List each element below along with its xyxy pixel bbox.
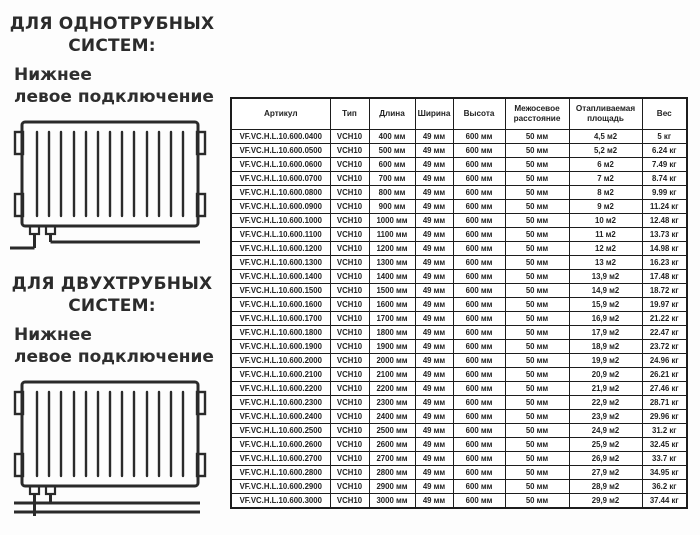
table-cell: VF.VC.H.L.10.600.1200 bbox=[231, 242, 330, 256]
table-cell: 50 мм bbox=[505, 480, 569, 494]
table-cell: VF.VC.H.L.10.600.2500 bbox=[231, 424, 330, 438]
table-cell: 23.72 кг bbox=[642, 340, 687, 354]
table-cell: 600 мм bbox=[453, 326, 505, 340]
table-cell: 49 мм bbox=[415, 480, 453, 494]
table-cell: 50 мм bbox=[505, 270, 569, 284]
table-cell: 21.22 кг bbox=[642, 312, 687, 326]
table-cell: VCH10 bbox=[330, 214, 369, 228]
table-cell: 600 мм bbox=[453, 312, 505, 326]
table-cell: 600 мм bbox=[453, 130, 505, 144]
section-heading-line2: СИСТЕМ: bbox=[68, 36, 156, 56]
table-cell: 50 мм bbox=[505, 298, 569, 312]
table-cell: VCH10 bbox=[330, 396, 369, 410]
table-cell: 31.2 кг bbox=[642, 424, 687, 438]
table-cell: 600 мм bbox=[453, 256, 505, 270]
table-cell: VF.VC.H.L.10.600.2600 bbox=[231, 438, 330, 452]
table-cell: 49 мм bbox=[415, 158, 453, 172]
radiator-fins bbox=[37, 132, 183, 216]
table-cell: 600 мм bbox=[453, 340, 505, 354]
table-cell: VF.VC.H.L.10.600.0400 bbox=[231, 130, 330, 144]
table-cell: 2900 мм bbox=[369, 480, 415, 494]
table-cell: VCH10 bbox=[330, 256, 369, 270]
table-cell: 49 мм bbox=[415, 466, 453, 480]
table-cell: 29.96 кг bbox=[642, 410, 687, 424]
table-cell: 50 мм bbox=[505, 354, 569, 368]
table-cell: 13.73 кг bbox=[642, 228, 687, 242]
table-row bbox=[231, 340, 687, 354]
radiator-tab-right-bottom bbox=[197, 454, 205, 476]
table-header-cell: Артикул bbox=[231, 98, 330, 130]
table-cell: 1800 мм bbox=[369, 326, 415, 340]
table-cell: 28,9 м2 bbox=[569, 480, 642, 494]
table-row bbox=[231, 284, 687, 298]
table-cell: 49 мм bbox=[415, 144, 453, 158]
table-cell: VCH10 bbox=[330, 452, 369, 466]
table-cell: VCH10 bbox=[330, 270, 369, 284]
table-cell: 50 мм bbox=[505, 438, 569, 452]
table-row bbox=[231, 158, 687, 172]
radiator-tab-right-bottom bbox=[197, 194, 205, 216]
table-cell: 1400 мм bbox=[369, 270, 415, 284]
table-cell: 12 м2 bbox=[569, 242, 642, 256]
table-cell: 600 мм bbox=[453, 172, 505, 186]
section-subheading-line2: левое подключение bbox=[14, 347, 214, 367]
table-cell: 50 мм bbox=[505, 256, 569, 270]
section-subheading-single-pipe bbox=[14, 64, 224, 108]
table-body bbox=[231, 130, 687, 509]
table-cell: VCH10 bbox=[330, 326, 369, 340]
table-cell: 600 мм bbox=[453, 284, 505, 298]
table-cell: 50 мм bbox=[505, 144, 569, 158]
table-cell: 50 мм bbox=[505, 130, 569, 144]
radiator-diagram-two-pipe bbox=[10, 376, 210, 528]
table-cell: VF.VC.H.L.10.600.2100 bbox=[231, 368, 330, 382]
table-cell: VCH10 bbox=[330, 312, 369, 326]
table-cell: 49 мм bbox=[415, 270, 453, 284]
table-cell: 50 мм bbox=[505, 284, 569, 298]
table-cell: 50 мм bbox=[505, 424, 569, 438]
table-cell: 50 мм bbox=[505, 214, 569, 228]
table-cell: 50 мм bbox=[505, 186, 569, 200]
radiator-tab-right-top bbox=[197, 392, 205, 414]
table-cell: 600 мм bbox=[453, 298, 505, 312]
table-cell: 10 м2 bbox=[569, 214, 642, 228]
table-cell: 600 мм bbox=[453, 158, 505, 172]
table-cell: 1000 мм bbox=[369, 214, 415, 228]
table-cell: 32.45 кг bbox=[642, 438, 687, 452]
table-cell: 49 мм bbox=[415, 172, 453, 186]
single-pipe-line bbox=[10, 234, 200, 248]
table-cell: 50 мм bbox=[505, 368, 569, 382]
table-cell: 50 мм bbox=[505, 326, 569, 340]
table-cell: VF.VC.H.L.10.600.3000 bbox=[231, 494, 330, 509]
table-cell: VCH10 bbox=[330, 368, 369, 382]
table-cell: 1700 мм bbox=[369, 312, 415, 326]
table-row bbox=[231, 326, 687, 340]
table-cell: VF.VC.H.L.10.600.1800 bbox=[231, 326, 330, 340]
table-cell: 49 мм bbox=[415, 284, 453, 298]
table-cell: 50 мм bbox=[505, 382, 569, 396]
table-cell: 2000 мм bbox=[369, 354, 415, 368]
table-cell: VF.VC.H.L.10.600.2700 bbox=[231, 452, 330, 466]
table-cell: 1500 мм bbox=[369, 284, 415, 298]
table-row bbox=[231, 382, 687, 396]
table-cell: 12.48 кг bbox=[642, 214, 687, 228]
table-cell: 50 мм bbox=[505, 312, 569, 326]
table-cell: 6 м2 bbox=[569, 158, 642, 172]
table-cell: 27,9 м2 bbox=[569, 466, 642, 480]
table-cell: VF.VC.H.L.10.600.1500 bbox=[231, 284, 330, 298]
table-cell: 9 м2 bbox=[569, 200, 642, 214]
table-cell: VCH10 bbox=[330, 480, 369, 494]
table-cell: VCH10 bbox=[330, 242, 369, 256]
table-cell: 28.71 кг bbox=[642, 396, 687, 410]
table-cell: VCH10 bbox=[330, 382, 369, 396]
table-cell: VCH10 bbox=[330, 130, 369, 144]
table-header-cell: Ширина bbox=[415, 98, 453, 130]
table-cell: VCH10 bbox=[330, 200, 369, 214]
table-cell: 11.24 кг bbox=[642, 200, 687, 214]
table-cell: 22,9 м2 bbox=[569, 396, 642, 410]
table-cell: 29,9 м2 bbox=[569, 494, 642, 509]
table-cell: 16.23 кг bbox=[642, 256, 687, 270]
table-cell: VF.VC.H.L.10.600.1900 bbox=[231, 340, 330, 354]
table-cell: 2800 мм bbox=[369, 466, 415, 480]
table-cell: 5,2 м2 bbox=[569, 144, 642, 158]
table-cell: 49 мм bbox=[415, 214, 453, 228]
spec-table bbox=[230, 97, 688, 509]
table-cell: 16,9 м2 bbox=[569, 312, 642, 326]
table-cell: 49 мм bbox=[415, 200, 453, 214]
table-row bbox=[231, 424, 687, 438]
table-cell: VCH10 bbox=[330, 438, 369, 452]
table-cell: 22.47 кг bbox=[642, 326, 687, 340]
table-header-cell: Тип bbox=[330, 98, 369, 130]
table-cell: 19,9 м2 bbox=[569, 354, 642, 368]
table-cell: VF.VC.H.L.10.600.1600 bbox=[231, 298, 330, 312]
table-cell: 8.74 кг bbox=[642, 172, 687, 186]
table-cell: 49 мм bbox=[415, 452, 453, 466]
section-heading-line1: ДЛЯ ОДНОТРУБНЫХ bbox=[9, 14, 215, 34]
table-cell: VF.VC.H.L.10.600.0800 bbox=[231, 186, 330, 200]
section-subheading-line1: Нижнее bbox=[14, 65, 92, 85]
table-cell: VCH10 bbox=[330, 172, 369, 186]
table-cell: 49 мм bbox=[415, 242, 453, 256]
table-cell: 2600 мм bbox=[369, 438, 415, 452]
table-cell: 27.46 кг bbox=[642, 382, 687, 396]
table-row bbox=[231, 228, 687, 242]
table-header-row bbox=[231, 98, 687, 130]
table-cell: VCH10 bbox=[330, 494, 369, 509]
table-cell: 1300 мм bbox=[369, 256, 415, 270]
table-cell: 13,9 м2 bbox=[569, 270, 642, 284]
table-cell: 34.95 кг bbox=[642, 466, 687, 480]
table-cell: 20,9 м2 bbox=[569, 368, 642, 382]
table-cell: 36.2 кг bbox=[642, 480, 687, 494]
table-cell: 50 мм bbox=[505, 452, 569, 466]
table-row bbox=[231, 438, 687, 452]
table-row bbox=[231, 494, 687, 509]
table-header-cell: Отапливаемая площадь bbox=[569, 98, 642, 130]
table-cell: 2400 мм bbox=[369, 410, 415, 424]
table-cell: 600 мм bbox=[453, 494, 505, 509]
section-heading-line2: СИСТЕМ: bbox=[68, 296, 156, 316]
table-row bbox=[231, 242, 687, 256]
table-cell: VCH10 bbox=[330, 410, 369, 424]
table-cell: 24,9 м2 bbox=[569, 424, 642, 438]
table-cell: 49 мм bbox=[415, 494, 453, 509]
table-cell: 37.44 кг bbox=[642, 494, 687, 509]
table-cell: VF.VC.H.L.10.600.0600 bbox=[231, 158, 330, 172]
table-cell: 600 мм bbox=[369, 158, 415, 172]
table-cell: 14.98 кг bbox=[642, 242, 687, 256]
table-cell: VF.VC.H.L.10.600.2000 bbox=[231, 354, 330, 368]
table-row bbox=[231, 186, 687, 200]
table-cell: 25,9 м2 bbox=[569, 438, 642, 452]
table-cell: 13 м2 bbox=[569, 256, 642, 270]
table-cell: 600 мм bbox=[453, 424, 505, 438]
spec-table-container bbox=[230, 97, 686, 509]
table-cell: 900 мм bbox=[369, 200, 415, 214]
table-cell: 23,9 м2 bbox=[569, 410, 642, 424]
table-cell: 2100 мм bbox=[369, 368, 415, 382]
table-cell: 17.48 кг bbox=[642, 270, 687, 284]
table-cell: VCH10 bbox=[330, 284, 369, 298]
table-row bbox=[231, 452, 687, 466]
table-cell: 50 мм bbox=[505, 172, 569, 186]
table-cell: 49 мм bbox=[415, 382, 453, 396]
table-cell: 5 кг bbox=[642, 130, 687, 144]
section-heading-two-pipe bbox=[6, 273, 218, 317]
table-cell: VF.VC.H.L.10.600.2400 bbox=[231, 410, 330, 424]
table-cell: 49 мм bbox=[415, 424, 453, 438]
table-row bbox=[231, 270, 687, 284]
table-cell: 33.7 кг bbox=[642, 452, 687, 466]
table-row bbox=[231, 130, 687, 144]
table-cell: 49 мм bbox=[415, 368, 453, 382]
table-cell: 600 мм bbox=[453, 382, 505, 396]
table-cell: 11 м2 bbox=[569, 228, 642, 242]
table-cell: VF.VC.H.L.10.600.2200 bbox=[231, 382, 330, 396]
table-cell: 50 мм bbox=[505, 410, 569, 424]
radiator-diagram-single-pipe bbox=[10, 116, 210, 256]
table-row bbox=[231, 172, 687, 186]
table-cell: 600 мм bbox=[453, 396, 505, 410]
table-cell: 49 мм bbox=[415, 410, 453, 424]
table-cell: 49 мм bbox=[415, 228, 453, 242]
table-header-cell: Межосевое расстояние bbox=[505, 98, 569, 130]
table-cell: 21,9 м2 bbox=[569, 382, 642, 396]
table-cell: 50 мм bbox=[505, 242, 569, 256]
table-cell: 49 мм bbox=[415, 396, 453, 410]
table-cell: VCH10 bbox=[330, 228, 369, 242]
table-cell: 1100 мм bbox=[369, 228, 415, 242]
table-row bbox=[231, 214, 687, 228]
table-row bbox=[231, 200, 687, 214]
table-cell: 26,9 м2 bbox=[569, 452, 642, 466]
table-cell: 50 мм bbox=[505, 228, 569, 242]
section-subheading-two-pipe bbox=[14, 324, 224, 368]
table-cell: 800 мм bbox=[369, 186, 415, 200]
table-cell: VF.VC.H.L.10.600.0500 bbox=[231, 144, 330, 158]
table-cell: 49 мм bbox=[415, 340, 453, 354]
table-cell: 50 мм bbox=[505, 396, 569, 410]
table-cell: VF.VC.H.L.10.600.1400 bbox=[231, 270, 330, 284]
table-row bbox=[231, 396, 687, 410]
table-cell: 49 мм bbox=[415, 438, 453, 452]
table-cell: 49 мм bbox=[415, 186, 453, 200]
table-cell: 700 мм bbox=[369, 172, 415, 186]
table-cell: 26.21 кг bbox=[642, 368, 687, 382]
table-cell: 600 мм bbox=[453, 200, 505, 214]
table-row bbox=[231, 144, 687, 158]
table-cell: 2300 мм bbox=[369, 396, 415, 410]
table-cell: 600 мм bbox=[453, 144, 505, 158]
table-cell: VF.VC.H.L.10.600.2900 bbox=[231, 480, 330, 494]
table-cell: 600 мм bbox=[453, 242, 505, 256]
table-cell: 1200 мм bbox=[369, 242, 415, 256]
table-cell: VCH10 bbox=[330, 340, 369, 354]
table-cell: 2700 мм bbox=[369, 452, 415, 466]
table-cell: 600 мм bbox=[453, 228, 505, 242]
table-cell: VCH10 bbox=[330, 298, 369, 312]
table-cell: VF.VC.H.L.10.600.0700 bbox=[231, 172, 330, 186]
two-pipe-lines bbox=[14, 494, 200, 516]
table-header-cell: Длина bbox=[369, 98, 415, 130]
table-cell: 600 мм bbox=[453, 186, 505, 200]
table-cell: 500 мм bbox=[369, 144, 415, 158]
table-row bbox=[231, 466, 687, 480]
table-cell: 600 мм bbox=[453, 438, 505, 452]
table-cell: 7.49 кг bbox=[642, 158, 687, 172]
table-cell: 14,9 м2 bbox=[569, 284, 642, 298]
table-cell: 600 мм bbox=[453, 354, 505, 368]
table-cell: 600 мм bbox=[453, 214, 505, 228]
table-cell: 24.96 кг bbox=[642, 354, 687, 368]
table-cell: VF.VC.H.L.10.600.1000 bbox=[231, 214, 330, 228]
radiator-tab-right-top bbox=[197, 132, 205, 154]
table-row bbox=[231, 480, 687, 494]
table-cell: VCH10 bbox=[330, 424, 369, 438]
table-cell: 50 мм bbox=[505, 494, 569, 509]
table-cell: VCH10 bbox=[330, 186, 369, 200]
table-row bbox=[231, 256, 687, 270]
section-heading-single-pipe bbox=[6, 13, 218, 57]
table-cell: VCH10 bbox=[330, 144, 369, 158]
table-cell: 49 мм bbox=[415, 354, 453, 368]
radiator-fins bbox=[37, 392, 183, 476]
table-cell: 600 мм bbox=[453, 368, 505, 382]
table-header-cell: Вес bbox=[642, 98, 687, 130]
table-cell: 600 мм bbox=[453, 452, 505, 466]
table-cell: 49 мм bbox=[415, 256, 453, 270]
table-cell: VCH10 bbox=[330, 158, 369, 172]
table-cell: 18,9 м2 bbox=[569, 340, 642, 354]
table-header-cell: Высота bbox=[453, 98, 505, 130]
table-cell: 50 мм bbox=[505, 158, 569, 172]
table-cell: 15,9 м2 bbox=[569, 298, 642, 312]
table-cell: 3000 мм bbox=[369, 494, 415, 509]
section-heading-line1: ДЛЯ ДВУХТРУБНЫХ bbox=[11, 274, 213, 294]
table-cell: 50 мм bbox=[505, 466, 569, 480]
table-cell: 49 мм bbox=[415, 298, 453, 312]
section-subheading-line2: левое подключение bbox=[14, 87, 214, 107]
table-cell: 19.97 кг bbox=[642, 298, 687, 312]
table-cell: 49 мм bbox=[415, 326, 453, 340]
table-cell: 7 м2 bbox=[569, 172, 642, 186]
table-cell: 2200 мм bbox=[369, 382, 415, 396]
table-cell: 4,5 м2 bbox=[569, 130, 642, 144]
table-cell: 49 мм bbox=[415, 130, 453, 144]
table-cell: VF.VC.H.L.10.600.2300 bbox=[231, 396, 330, 410]
table-cell: 1600 мм bbox=[369, 298, 415, 312]
table-cell: 18.72 кг bbox=[642, 284, 687, 298]
table-row bbox=[231, 410, 687, 424]
table-cell: 50 мм bbox=[505, 200, 569, 214]
table-row bbox=[231, 312, 687, 326]
table-row bbox=[231, 298, 687, 312]
table-cell: VCH10 bbox=[330, 466, 369, 480]
table-cell: 600 мм bbox=[453, 270, 505, 284]
table-cell: 8 м2 bbox=[569, 186, 642, 200]
table-cell: VF.VC.H.L.10.600.0900 bbox=[231, 200, 330, 214]
table-cell: 50 мм bbox=[505, 340, 569, 354]
table-cell: 9.99 кг bbox=[642, 186, 687, 200]
table-cell: 1900 мм bbox=[369, 340, 415, 354]
table-cell: 49 мм bbox=[415, 312, 453, 326]
table-cell: VF.VC.H.L.10.600.1100 bbox=[231, 228, 330, 242]
table-cell: VF.VC.H.L.10.600.2800 bbox=[231, 466, 330, 480]
table-cell: VCH10 bbox=[330, 354, 369, 368]
table-cell: 600 мм bbox=[453, 410, 505, 424]
section-subheading-line1: Нижнее bbox=[14, 325, 92, 345]
table-cell: 17,9 м2 bbox=[569, 326, 642, 340]
table-row bbox=[231, 354, 687, 368]
table-cell: 600 мм bbox=[453, 466, 505, 480]
table-row bbox=[231, 368, 687, 382]
table-cell: 6.24 кг bbox=[642, 144, 687, 158]
table-cell: 2500 мм bbox=[369, 424, 415, 438]
table-cell: 600 мм bbox=[453, 480, 505, 494]
table-cell: VF.VC.H.L.10.600.1300 bbox=[231, 256, 330, 270]
table-cell: VF.VC.H.L.10.600.1700 bbox=[231, 312, 330, 326]
table-cell: 400 мм bbox=[369, 130, 415, 144]
